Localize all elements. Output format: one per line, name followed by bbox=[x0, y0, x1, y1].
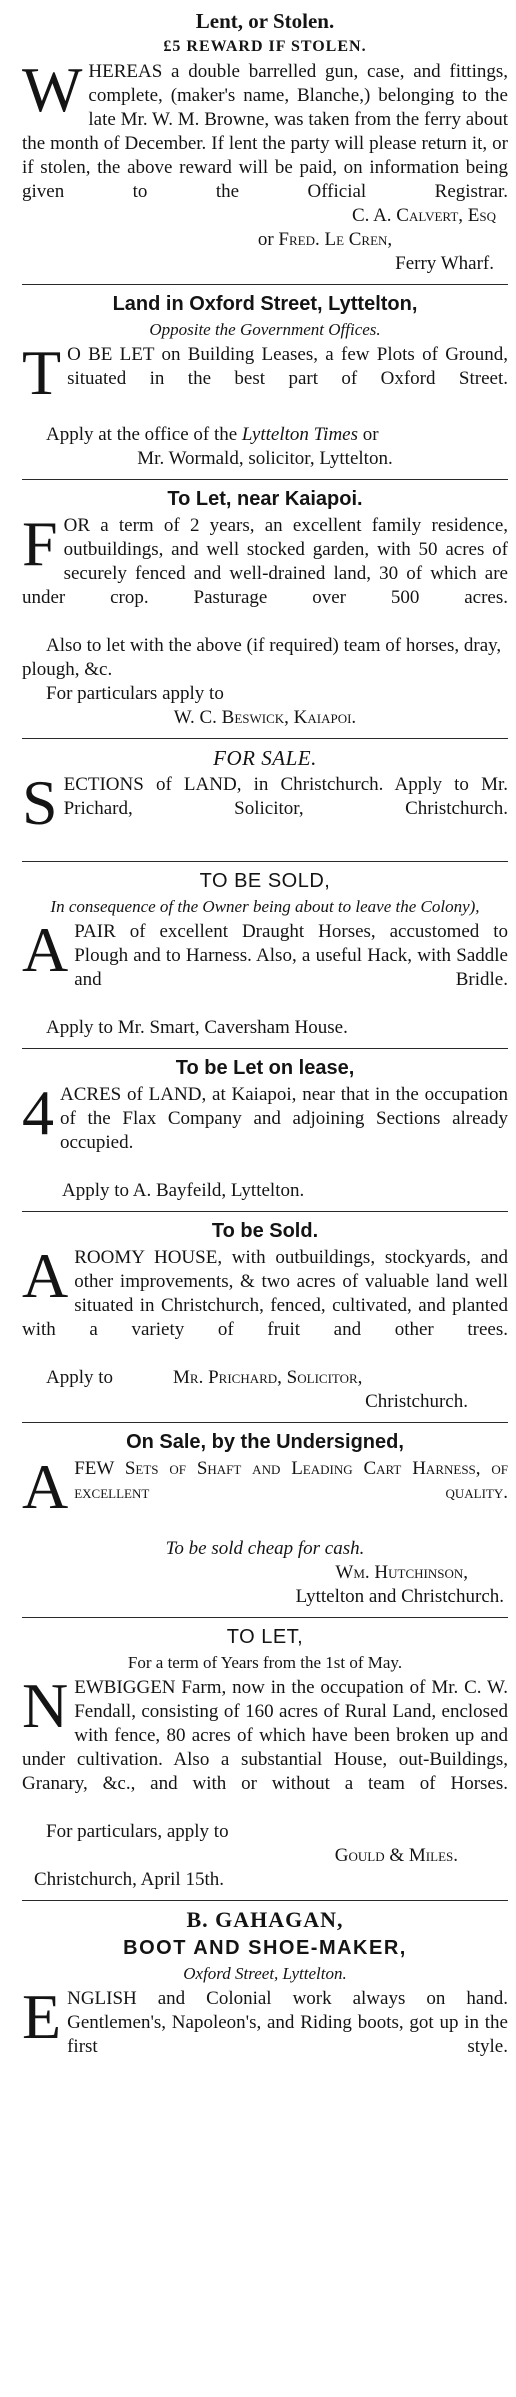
ad-title: TO LET, bbox=[226, 1626, 304, 1648]
ad-body-text: O BE LET on Building Leases, a few Plots of Ground, situated in the best part of Oxford Street. bbox=[67, 344, 508, 389]
newspaper-name: Lyttelton Times bbox=[241, 424, 358, 445]
drop-cap: A bbox=[22, 1240, 69, 1311]
ad-title: FOR SALE. bbox=[213, 746, 317, 770]
ad-title: B. GAHAGAN, bbox=[186, 1907, 344, 1932]
ad-signature-alt bbox=[22, 228, 508, 252]
ad-title: TO BE SOLD, bbox=[199, 870, 331, 892]
ad-cash-line: To be sold cheap for cash. bbox=[165, 1538, 365, 1559]
drop-cap: A bbox=[22, 914, 69, 985]
ad-body-text: HEREAS a double barrelled gun, case, and fittings, complete, (maker's name, Blanche,) belonging to the late Mr. W. M. Browne, was taken from the ferry about the month of December. If lent the party will please return it, or if stolen, the above reward will be paid, on information being given to the Official Registrar. bbox=[22, 61, 508, 202]
ad-body bbox=[22, 1451, 508, 1537]
ad-lent-or-stolen bbox=[22, 8, 508, 284]
ad-body-text: EWBIGGEN Farm, now in the occupation of Mr. C. W. Fendall, consisting of 160 acres of Rural Land, enclosed with fence, 80 acres of which have been broken up and under cultivation. Also a substantial House, out-Buildings, Granary, &c., and with or without a team of Horses. bbox=[22, 1677, 508, 1794]
ad-for-sale bbox=[22, 739, 508, 861]
ad-title: To be Let on lease, bbox=[175, 1057, 355, 1079]
ad-let-on-lease bbox=[22, 1049, 508, 1211]
ad-harness-on-sale bbox=[22, 1423, 508, 1617]
ad-body bbox=[22, 914, 508, 1016]
ad-body bbox=[22, 1077, 508, 1179]
ad-date: Christchurch, April 15th. bbox=[34, 1869, 224, 1890]
ad-body bbox=[22, 337, 508, 423]
apply-suffix: or bbox=[362, 424, 379, 445]
ad-kaiapoi-let bbox=[22, 480, 508, 738]
drop-cap: W bbox=[22, 54, 83, 125]
drop-cap: E bbox=[22, 1981, 62, 2052]
ad-signature-address bbox=[22, 252, 508, 276]
signature-name: Gould & Miles. bbox=[334, 1845, 458, 1866]
ad-title: Land in Oxford Street, Lyttelton, bbox=[112, 293, 418, 315]
ad-roomy-house bbox=[22, 1212, 508, 1422]
ad-body bbox=[22, 1670, 508, 1820]
ad-apply-line: Apply to A. Bayfeild, Lyttelton. bbox=[62, 1180, 305, 1201]
ad-signature-address: Lyttelton and Christchurch. bbox=[295, 1586, 504, 1607]
ad-subtitle: In consequence of the Owner being about to leave the Colony), bbox=[50, 897, 480, 916]
ad-signature bbox=[22, 1366, 508, 1390]
drop-cap: T bbox=[22, 337, 62, 408]
ad-oxford-street-land bbox=[22, 285, 508, 479]
ad-body-text: FEW Sets of Shaft and Leading Cart Harness, of excellent quality. bbox=[74, 1458, 508, 1503]
ad-address: Oxford Street, Lyttelton. bbox=[183, 1964, 347, 1983]
ad-title: Lent, or Stolen. bbox=[195, 9, 335, 33]
ad-title: To be Sold. bbox=[211, 1220, 319, 1242]
signature-name: Mr. Prichard, Solicitor, bbox=[173, 1367, 363, 1388]
ad-body-text: PAIR of excellent Draught Horses, accustomed to Plough and to Harness. Also, a useful Hack, with Saddle and Bridle. bbox=[74, 921, 508, 990]
ad-signature bbox=[22, 706, 508, 730]
ad-title: On Sale, by the Undersigned, bbox=[126, 1431, 404, 1453]
ad-apply-line bbox=[22, 423, 508, 447]
signature-name: Wm. Hutchinson, bbox=[335, 1562, 468, 1583]
drop-cap: F bbox=[22, 508, 58, 579]
ad-body-text: NGLISH and Colonial work always on hand. Gentlemen's, Napoleon's, and Riding boots, got up in the first style. bbox=[67, 1988, 508, 2057]
drop-cap: 4 bbox=[22, 1077, 54, 1148]
ad-particulars: For particulars, apply to bbox=[46, 1821, 229, 1842]
ad-body bbox=[22, 767, 508, 853]
drop-cap: S bbox=[22, 767, 58, 838]
drop-cap: A bbox=[22, 1451, 69, 1522]
ad-body bbox=[22, 1981, 508, 2083]
ad-body bbox=[22, 1240, 508, 1366]
ad-gahagan-bootmaker bbox=[22, 1901, 508, 2091]
apply-label: Apply to bbox=[46, 1367, 114, 1388]
ad-subtitle: BOOT AND SHOE-MAKER, bbox=[123, 1937, 407, 1959]
signature-or: or bbox=[257, 229, 274, 250]
ad-body bbox=[22, 508, 508, 634]
ad-body-text: ACRES of LAND, at Kaiapoi, near that in the occupation of the Flax Company and adjoining Sections already occupied. bbox=[60, 1084, 508, 1153]
ad-body bbox=[22, 54, 508, 228]
ad-apply-line: Apply to Mr. Smart, Caversham House. bbox=[46, 1017, 348, 1038]
signature-name-2: Fred. Le Cren, bbox=[278, 229, 393, 250]
ad-apply-line-2: Mr. Wormald, solicitor, Lyttelton. bbox=[137, 448, 393, 469]
ad-to-be-sold-horses bbox=[22, 862, 508, 1048]
ad-signature-address: Christchurch. bbox=[365, 1391, 468, 1412]
ad-subtitle: For a term of Years from the 1st of May. bbox=[127, 1653, 403, 1672]
drop-cap: N bbox=[22, 1670, 69, 1741]
ad-also-line: Also to let with the above (if required) team of horses, dray, plough, &c. bbox=[22, 635, 502, 680]
ad-signature bbox=[22, 1561, 508, 1585]
ad-body-text: ECTIONS of LAND, in Christchurch. Apply to Mr. Prichard, Solicitor, Christchurch. bbox=[63, 774, 508, 819]
signature-name: C. A. Calvert, Esq bbox=[351, 205, 496, 226]
ad-body-text: OR a term of 2 years, an excellent family residence, outbuildings, and well stocked garden, with 50 acres of securely fenced and well-drained land, 30 of which are under crop. Pasturage over 500 acres. bbox=[22, 515, 508, 608]
ad-subtitle: Opposite the Government Offices. bbox=[149, 320, 381, 339]
signature-name: W. C. Beswick, Kaiapoi. bbox=[173, 707, 357, 728]
ad-signature bbox=[22, 1844, 508, 1868]
ad-reward-line: £5 REWARD IF STOLEN. bbox=[163, 38, 367, 55]
ad-title: To Let, near Kaiapoi. bbox=[167, 488, 363, 510]
signature-address: Ferry Wharf. bbox=[395, 253, 494, 274]
ad-body-text: ROOMY HOUSE, with outbuildings, stockyards, and other improvements, & two acres of valuable land well situated in Christchurch, fenced, cultivated, and planted with a variety of fruit and other trees. bbox=[22, 1247, 508, 1340]
ad-newbiggen-farm bbox=[22, 1618, 508, 1900]
apply-prefix: Apply at the office of the bbox=[46, 424, 238, 445]
ad-particulars: For particulars apply to bbox=[46, 683, 224, 704]
